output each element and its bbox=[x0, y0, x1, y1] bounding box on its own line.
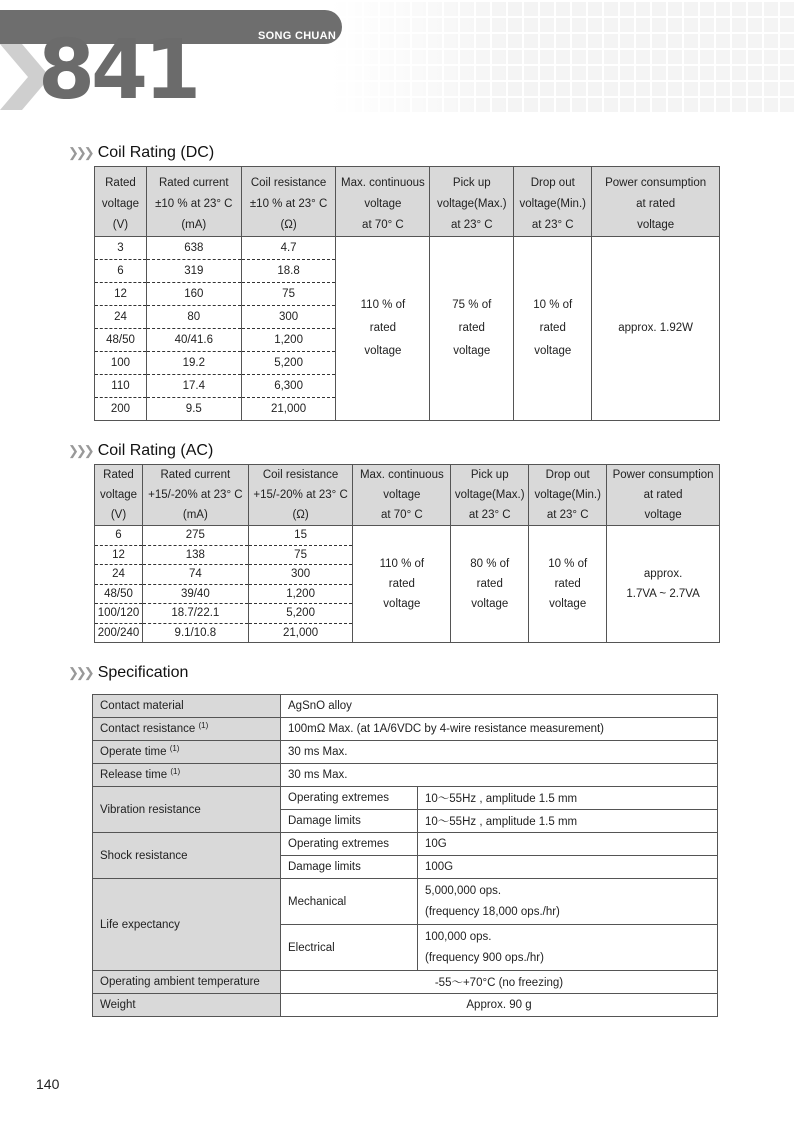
spec-label: Shock resistance bbox=[93, 833, 281, 879]
spec-row-contact-material bbox=[93, 695, 718, 718]
dc-voltage: 6 bbox=[95, 260, 147, 283]
dc-current: 638 bbox=[146, 237, 241, 260]
ac-col-drop-out: Drop out voltage(Min.) at 23° C bbox=[529, 465, 607, 526]
table-row bbox=[95, 526, 720, 546]
ac-col-rated-voltage: Rated voltage (V) bbox=[95, 465, 143, 526]
dc-col-rated-current: Rated current ±10 % at 23° C (mA) bbox=[146, 167, 241, 237]
dc-coil-table bbox=[94, 166, 720, 421]
spec-row-ambient bbox=[93, 971, 718, 994]
dc-power: approx. 1.92W bbox=[592, 237, 720, 421]
spec-label: Life expectancy bbox=[93, 879, 281, 971]
ac-resistance: 15 bbox=[248, 526, 353, 546]
dc-resistance: 6,300 bbox=[241, 375, 336, 398]
spec-value: 30 ms Max. bbox=[281, 741, 718, 764]
dc-current: 19.2 bbox=[146, 352, 241, 375]
spec-row-operate-time bbox=[93, 741, 718, 764]
spec-row-life-mech bbox=[93, 879, 718, 925]
ac-title-text: Coil Rating (AC) bbox=[97, 442, 214, 459]
ac-voltage: 24 bbox=[95, 565, 143, 585]
ac-resistance: 21,000 bbox=[248, 623, 353, 643]
spec-title-text: Specification bbox=[97, 664, 189, 681]
ac-col-power: Power consumption at rated voltage bbox=[607, 465, 720, 526]
spec-sublabel: Mechanical bbox=[281, 879, 418, 925]
spec-row-release-time bbox=[93, 764, 718, 787]
table-row bbox=[95, 237, 720, 260]
ac-resistance: 300 bbox=[248, 565, 353, 585]
spec-row-vibration-op bbox=[93, 787, 718, 810]
spec-value: 10～55Hz , amplitude 1.5 mm bbox=[418, 787, 718, 810]
chevrons-icon: ❯❯❯ bbox=[68, 145, 92, 160]
spec-section-title bbox=[68, 664, 188, 682]
dc-resistance: 300 bbox=[241, 306, 336, 329]
dc-voltage: 3 bbox=[95, 237, 147, 260]
spec-row-weight bbox=[93, 994, 718, 1017]
spec-value: AgSnO alloy bbox=[281, 695, 718, 718]
ac-power: approx. 1.7VA ~ 2.7VA bbox=[607, 526, 720, 643]
ac-voltage: 6 bbox=[95, 526, 143, 546]
chevrons-icon: ❯❯❯ bbox=[68, 665, 92, 680]
dc-col-coil-resistance: Coil resistance ±10 % at 23° C (Ω) bbox=[241, 167, 336, 237]
dc-current: 40/41.6 bbox=[146, 329, 241, 352]
spec-sublabel: Operating extremes bbox=[281, 833, 418, 856]
dc-resistance: 21,000 bbox=[241, 398, 336, 421]
ac-current: 74 bbox=[142, 565, 248, 585]
spec-sublabel: Damage limits bbox=[281, 810, 418, 833]
spec-value: 100G bbox=[418, 856, 718, 879]
dc-title-text: Coil Rating (DC) bbox=[97, 144, 215, 161]
spec-label: Operate time $^{(1)}$ bbox=[93, 741, 281, 764]
dc-resistance: 4.7 bbox=[241, 237, 336, 260]
chevrons-icon: ❯❯❯ bbox=[68, 443, 92, 458]
dc-pick-up: 75 % of rated voltage bbox=[430, 237, 514, 421]
spec-value: 100mΩ Max. (at 1A/6VDC by 4-wire resistance measurement) bbox=[281, 718, 718, 741]
dc-voltage: 48/50 bbox=[95, 329, 147, 352]
ac-current: 138 bbox=[142, 545, 248, 565]
spec-label: Vibration resistance bbox=[93, 787, 281, 833]
dc-current: 17.4 bbox=[146, 375, 241, 398]
dc-current: 319 bbox=[146, 260, 241, 283]
ac-voltage: 48/50 bbox=[95, 584, 143, 604]
dc-voltage: 110 bbox=[95, 375, 147, 398]
spec-value: 100,000 ops. (frequency 900 ops./hr) bbox=[418, 925, 718, 971]
ac-col-rated-current: Rated current +15/-20% at 23° C (mA) bbox=[142, 465, 248, 526]
dc-col-pick-up: Pick up voltage(Max.) at 23° C bbox=[430, 167, 514, 237]
spec-value: 30 ms Max. bbox=[281, 764, 718, 787]
ac-voltage: 12 bbox=[95, 545, 143, 565]
ac-resistance: 5,200 bbox=[248, 604, 353, 624]
spec-sublabel: Damage limits bbox=[281, 856, 418, 879]
spec-row-shock-op bbox=[93, 833, 718, 856]
dc-resistance: 18.8 bbox=[241, 260, 336, 283]
page-header bbox=[0, 0, 794, 112]
header-grid-pattern bbox=[330, 0, 794, 112]
spec-value: Approx. 90 g bbox=[281, 994, 718, 1017]
dc-header-row bbox=[95, 167, 720, 237]
ac-current: 9.1/10.8 bbox=[142, 623, 248, 643]
spec-label: Release time $^{(1)}$ bbox=[93, 764, 281, 787]
ac-pick-up: 80 % of rated voltage bbox=[451, 526, 529, 643]
ac-current: 275 bbox=[142, 526, 248, 546]
page-number: 140 bbox=[36, 1076, 60, 1092]
dc-voltage: 12 bbox=[95, 283, 147, 306]
ac-voltage: 200/240 bbox=[95, 623, 143, 643]
specification-table bbox=[92, 694, 718, 1017]
ac-drop-out: 10 % of rated voltage bbox=[529, 526, 607, 643]
dc-section-title bbox=[68, 144, 214, 162]
dc-max-continuous: 110 % of rated voltage bbox=[336, 237, 430, 421]
dc-current: 160 bbox=[146, 283, 241, 306]
ac-max-continuous: 110 % of rated voltage bbox=[353, 526, 451, 643]
dc-voltage: 100 bbox=[95, 352, 147, 375]
ac-current: 39/40 bbox=[142, 584, 248, 604]
dc-resistance: 5,200 bbox=[241, 352, 336, 375]
dc-col-rated-voltage: Rated voltage (V) bbox=[95, 167, 147, 237]
ac-col-pick-up: Pick up voltage(Max.) at 23° C bbox=[451, 465, 529, 526]
spec-value: 10～55Hz , amplitude 1.5 mm bbox=[418, 810, 718, 833]
dc-col-power: Power consumption at rated voltage bbox=[592, 167, 720, 237]
spec-value: 10G bbox=[418, 833, 718, 856]
spec-row-contact-resistance bbox=[93, 718, 718, 741]
ac-resistance: 75 bbox=[248, 545, 353, 565]
footnote-mark: (1) bbox=[170, 767, 181, 776]
dc-drop-out: 10 % of rated voltage bbox=[514, 237, 592, 421]
spec-label: Contact resistance $^{(1)}$ bbox=[93, 718, 281, 741]
spec-value: 5,000,000 ops. (frequency 18,000 ops./hr) bbox=[418, 879, 718, 925]
dc-col-max-continuous: Max. continuous voltage at 70° C bbox=[336, 167, 430, 237]
dc-voltage: 200 bbox=[95, 398, 147, 421]
ac-col-coil-resistance: Coil resistance +15/-20% at 23° C (Ω) bbox=[248, 465, 353, 526]
spec-sublabel: Operating extremes bbox=[281, 787, 418, 810]
dc-resistance: 1,200 bbox=[241, 329, 336, 352]
brand-name: SONG CHUAN bbox=[258, 30, 337, 42]
dc-current: 80 bbox=[146, 306, 241, 329]
spec-sublabel: Electrical bbox=[281, 925, 418, 971]
spec-label: Contact material bbox=[93, 695, 281, 718]
dc-col-drop-out: Drop out voltage(Min.) at 23° C bbox=[514, 167, 592, 237]
ac-section-title bbox=[68, 442, 213, 460]
dc-current: 9.5 bbox=[146, 398, 241, 421]
ac-col-max-continuous: Max. continuous voltage at 70° C bbox=[353, 465, 451, 526]
ac-header-row bbox=[95, 465, 720, 526]
footnote-mark: (1) bbox=[169, 744, 180, 753]
dc-voltage: 24 bbox=[95, 306, 147, 329]
spec-label: Weight bbox=[93, 994, 281, 1017]
ac-current: 18.7/22.1 bbox=[142, 604, 248, 624]
footnote-mark: (1) bbox=[198, 721, 209, 730]
model-number: 841 bbox=[38, 23, 198, 112]
spec-label: Operating ambient temperature bbox=[93, 971, 281, 994]
ac-coil-table bbox=[94, 464, 720, 643]
spec-value: -55～+70°C (no freezing) bbox=[281, 971, 718, 994]
ac-resistance: 1,200 bbox=[248, 584, 353, 604]
dc-resistance: 75 bbox=[241, 283, 336, 306]
ac-voltage: 100/120 bbox=[95, 604, 143, 624]
